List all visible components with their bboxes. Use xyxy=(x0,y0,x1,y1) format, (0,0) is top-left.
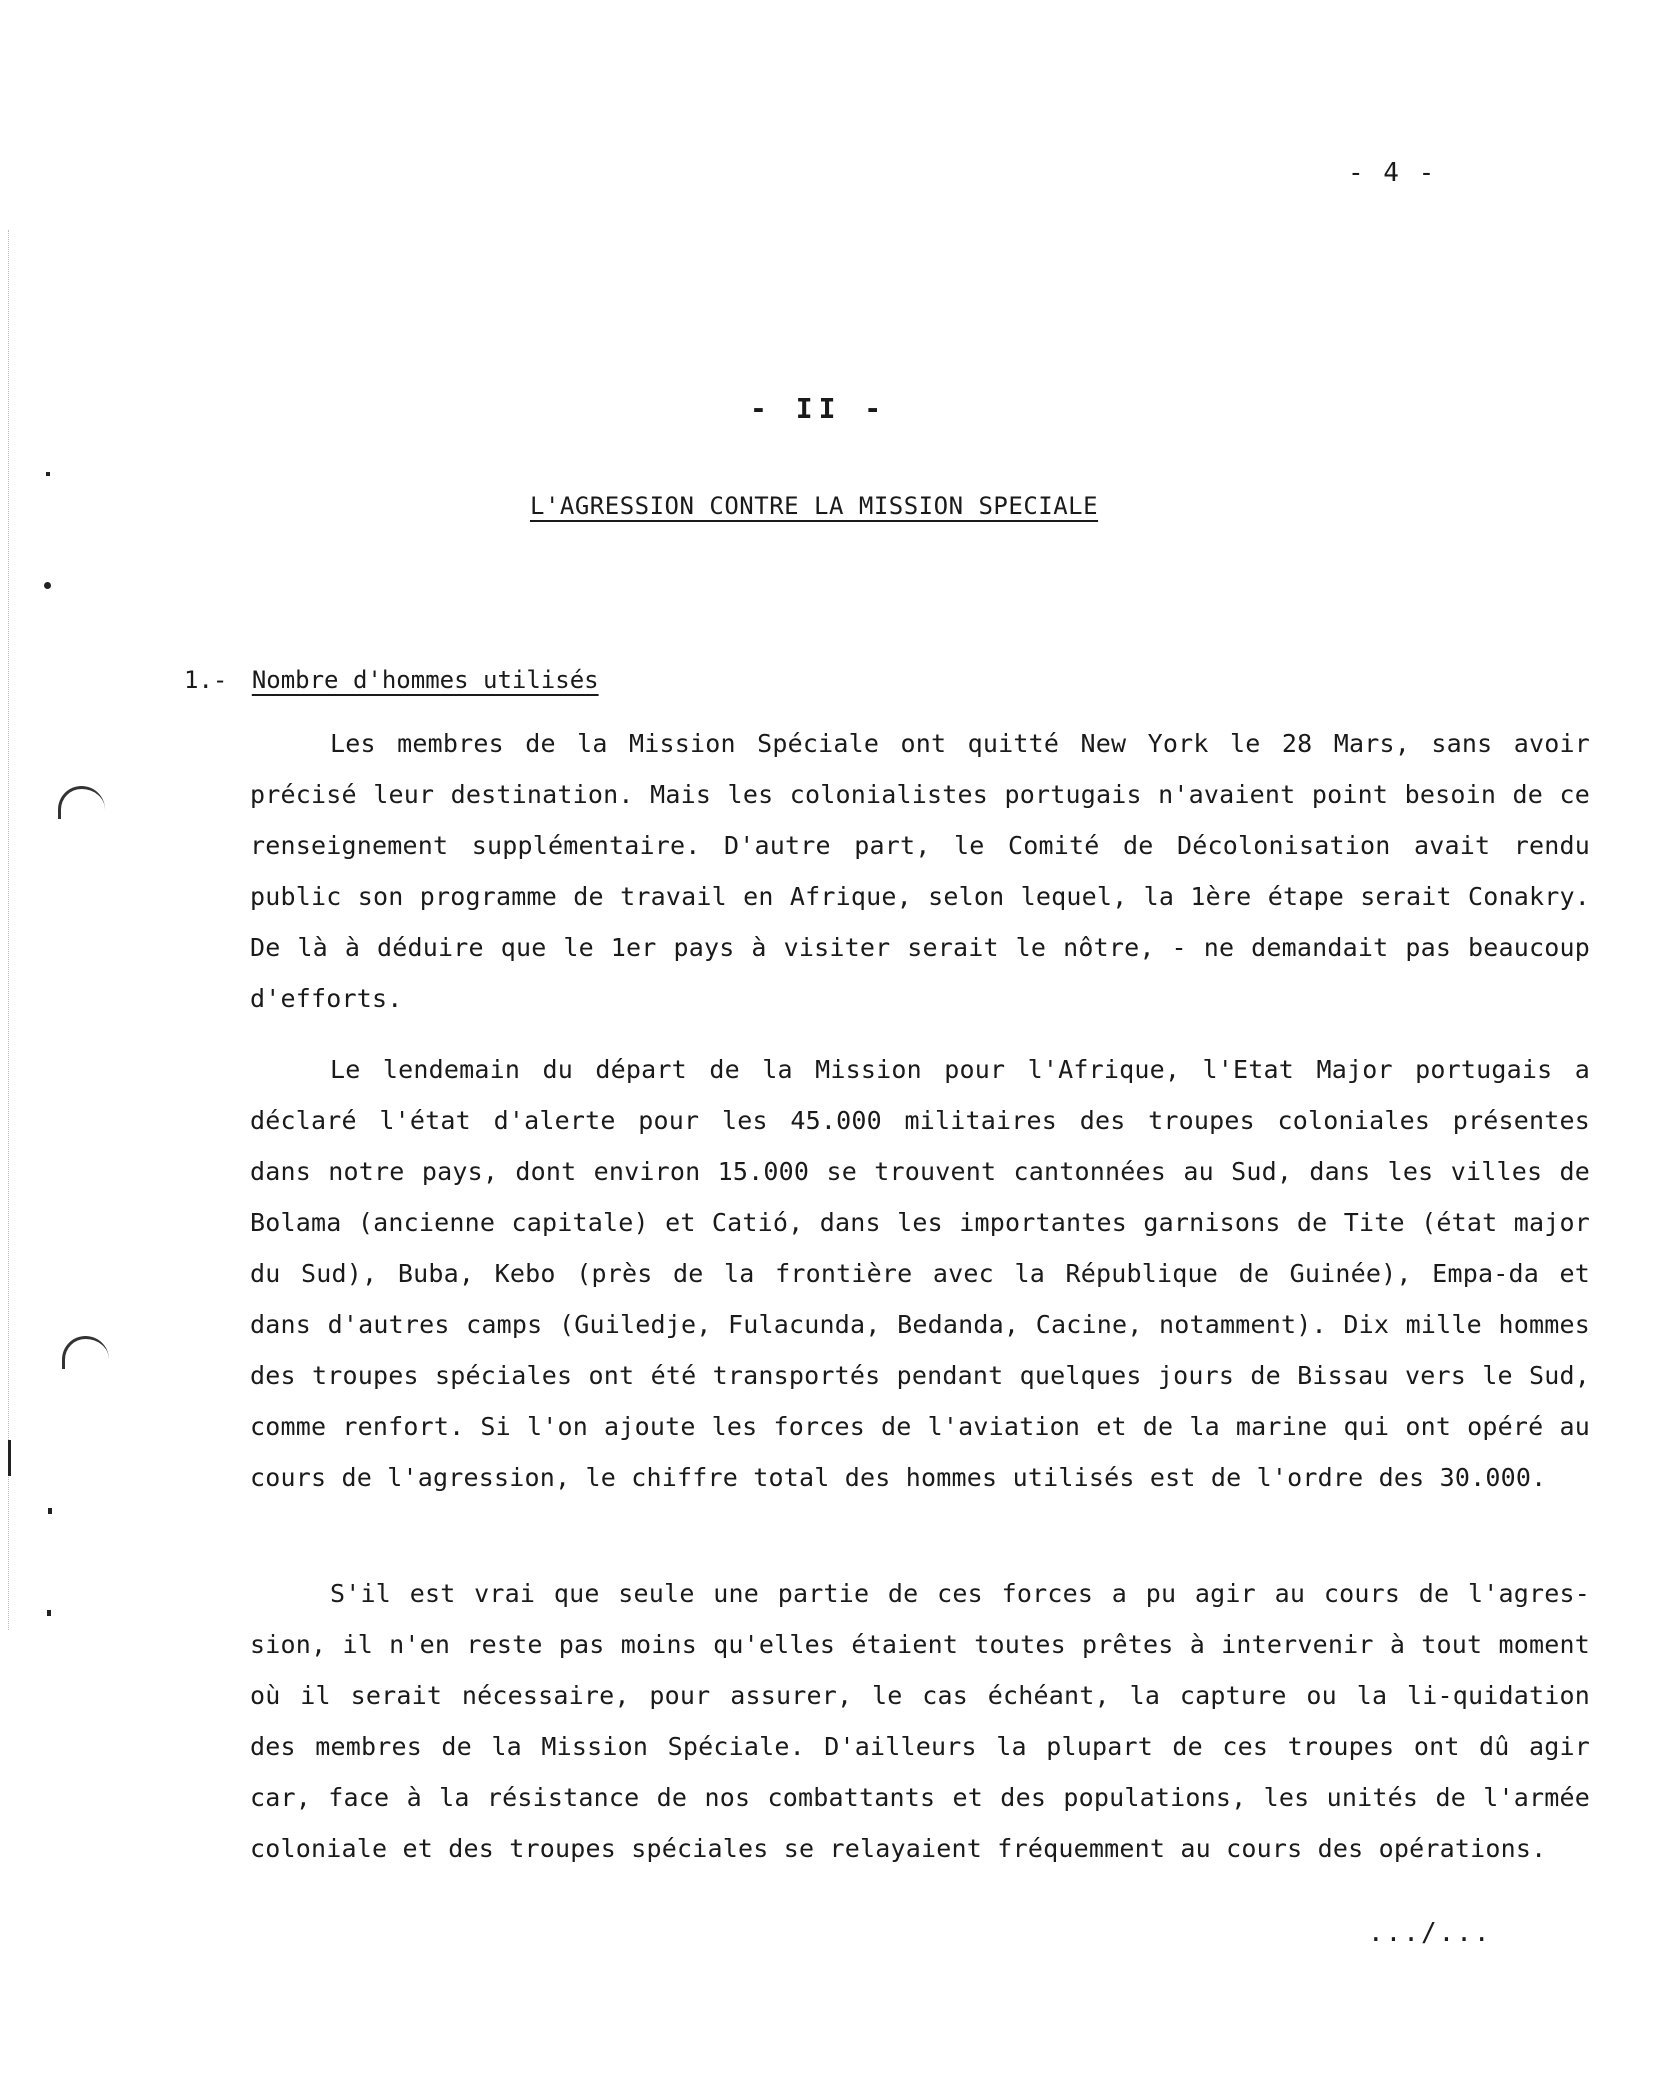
paragraph-text: S'il est vrai que seule une partie de ces forces a pu agir au cours de l'agres-sion, il n'en reste pas moins qu'elles étaient toutes prêtes à intervenir à tout moment où il serait nécessaire, pour assurer, le cas échéant, la capture ou la li-quidation des membres de la Mission Spéciale. D'ailleurs la plupart de ces troupes ont dû agir car, face à la résistance de nos combattants et des populations, les unités de l'armée coloniale et des troupes spéciales se relayaient fréquemment au cours des opérations. xyxy=(250,1579,1590,1863)
margin-mark xyxy=(47,1610,51,1616)
margin-dotted-line xyxy=(8,230,10,1630)
section-number: 1.- xyxy=(184,666,228,694)
paragraph-2 xyxy=(250,1044,1590,1503)
part-title: L'AGRESSION CONTRE LA MISSION SPECIALE xyxy=(530,492,1099,520)
part-number: - II - xyxy=(750,392,888,425)
section-heading xyxy=(184,666,599,694)
margin-arc xyxy=(62,1336,109,1369)
section-title: Nombre d'hommes utilisés xyxy=(251,666,599,694)
margin-mark xyxy=(44,582,51,589)
margin-mark xyxy=(48,1508,52,1514)
paragraph-text: Le lendemain du départ de la Mission pour l'Afrique, l'Etat Major portugais a déclaré l'état d'alerte pour les 45.000 militaires des troupes coloniales présentes dans notre pays, dont environ 15.000 se trouvent cantonnées au Sud, dans les villes de Bolama (ancienne capitale) et Catió, dans les importantes garnisons de Tite (état major du Sud), Buba, Kebo (près de la frontière avec la République de Guinée), Empa-da et dans d'autres camps (Guiledje, Fulacunda, Bedanda, Cacine, notamment). Dix mille hommes des troupes spéciales ont été transportés pendant quelques jours de Bissau vers le Sud, comme renfort. Si l'on ajoute les forces de l'aviation et de la marine qui ont opéré au cours de l'agression, le chiffre total des hommes utilisés est de l'ordre des 30.000. xyxy=(250,1055,1590,1492)
continuation-marker: .../... xyxy=(1368,1918,1492,1948)
paragraph-3 xyxy=(250,1568,1590,1874)
margin-arc xyxy=(58,786,105,819)
page-number: - 4 - xyxy=(1348,158,1437,188)
paragraph-text: Les membres de la Mission Spéciale ont quitté New York le 28 Mars, sans avoir précisé leur destination. Mais les colonialistes portugais n'avaient point besoin de ce renseignement supplémentaire. D'autre part, le Comité de Décolonisation avait rendu public son programme de travail en Afrique, selon lequel, la 1ère étape serait Conakry. De là à déduire que le 1er pays à visiter serait le nôtre, - ne demandait pas beaucoup d'efforts. xyxy=(250,729,1590,1013)
paragraph-1 xyxy=(250,718,1590,1024)
margin-mark xyxy=(46,472,50,476)
margin-mark xyxy=(8,1440,11,1476)
